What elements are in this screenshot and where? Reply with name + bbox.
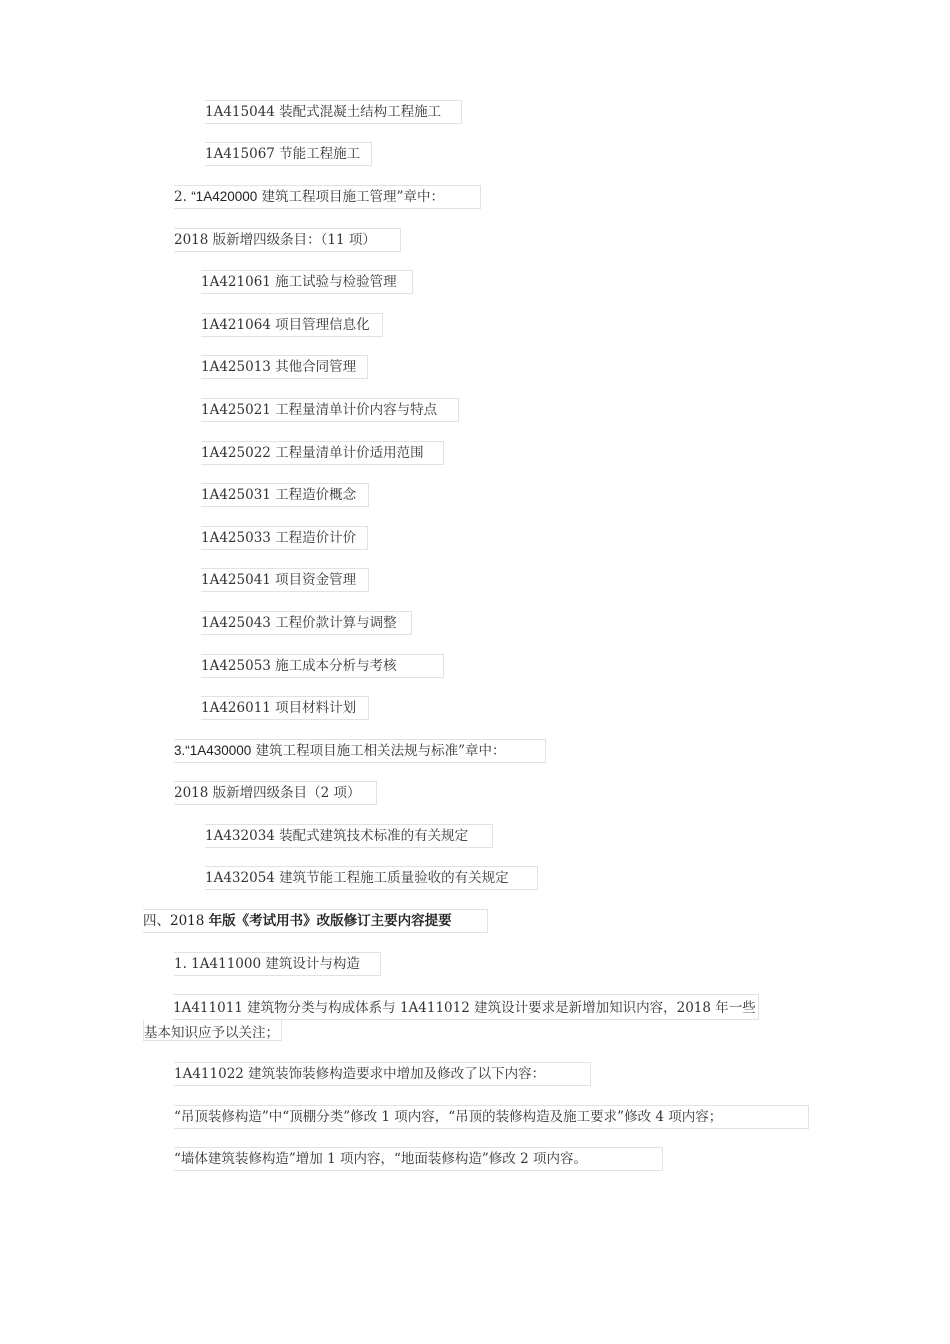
paragraph-ceiling-changes: “吊顶装修构造”中“顶棚分类”修改 1 项内容，“吊顶的装修构造及施工要求”修改 4 项内容； — [174, 1105, 809, 1129]
paragraph-wall-floor-changes: “墙体建筑装修构造”增加 1 项内容，“地面装修构造”修改 2 项内容。 — [174, 1147, 663, 1171]
paragraph-1a411022: 1A411022 建筑装饰装修构造要求中增加及修改了以下内容： — [174, 1062, 591, 1086]
section-3-heading — [174, 739, 546, 763]
entry-1a415044: 1A415044 装配式混凝土结构工程施工 — [205, 100, 462, 124]
entry-1a425013: 1A425013 其他合同管理 — [201, 355, 368, 379]
entry-1a425043: 1A425043 工程价款计算与调整 — [201, 611, 412, 635]
section-2-title: 建筑工程项目施工管理”章中： — [261, 189, 444, 205]
paragraph-1a411011-line-2: 基本知识应予以关注； — [143, 1020, 282, 1041]
paragraph-1a411011 — [143, 994, 808, 1046]
section-4-prefix: 四、2018 — [143, 913, 205, 929]
section-3-code: 3.“1A430000 — [174, 743, 252, 758]
section-3-title: 建筑工程项目施工相关法规与标准”章中： — [255, 743, 506, 759]
entry-1a425021: 1A425021 工程量清单计价内容与特点 — [201, 398, 459, 422]
section-2-number: 2. — [174, 189, 187, 205]
section-2-heading — [174, 185, 481, 209]
entry-1a415067: 1A415067 节能工程施工 — [205, 142, 372, 166]
entry-1a425041: 1A425041 项目资金管理 — [201, 568, 369, 592]
paragraph-1a411000: 1. 1A411000 建筑设计与构造 — [174, 952, 381, 976]
entry-1a421064: 1A421064 项目管理信息化 — [201, 313, 383, 337]
entry-1a425053: 1A425053 施工成本分析与考核 — [201, 654, 444, 678]
entry-1a425031: 1A425031 工程造价概念 — [201, 483, 369, 507]
entry-1a432054: 1A432054 建筑节能工程施工质量验收的有关规定 — [205, 866, 538, 890]
entry-1a432034: 1A432034 装配式建筑技术标准的有关规定 — [205, 824, 493, 848]
entry-1a425022: 1A425022 工程量清单计价适用范围 — [201, 441, 444, 465]
paragraph-1a411011-line-1: 1A411011 建筑物分类与构成体系与 1A411012 建筑设计要求是新增加知识内容，2018 年一些 — [173, 994, 759, 1020]
entry-1a425033: 1A425033 工程造价计价 — [201, 526, 368, 550]
section-4-heading — [143, 909, 488, 933]
section-2-code: “1A420000 — [191, 189, 258, 204]
section-2-subheading: 2018 版新增四级条目：（11 项） — [174, 228, 401, 252]
section-3-subheading: 2018 版新增四级条目（2 项） — [174, 781, 377, 805]
entry-1a421061: 1A421061 施工试验与检验管理 — [201, 270, 413, 294]
section-4-title: 年版《考试用书》改版修订主要内容提要 — [208, 913, 452, 929]
entry-1a426011: 1A426011 项目材料计划 — [201, 696, 369, 720]
